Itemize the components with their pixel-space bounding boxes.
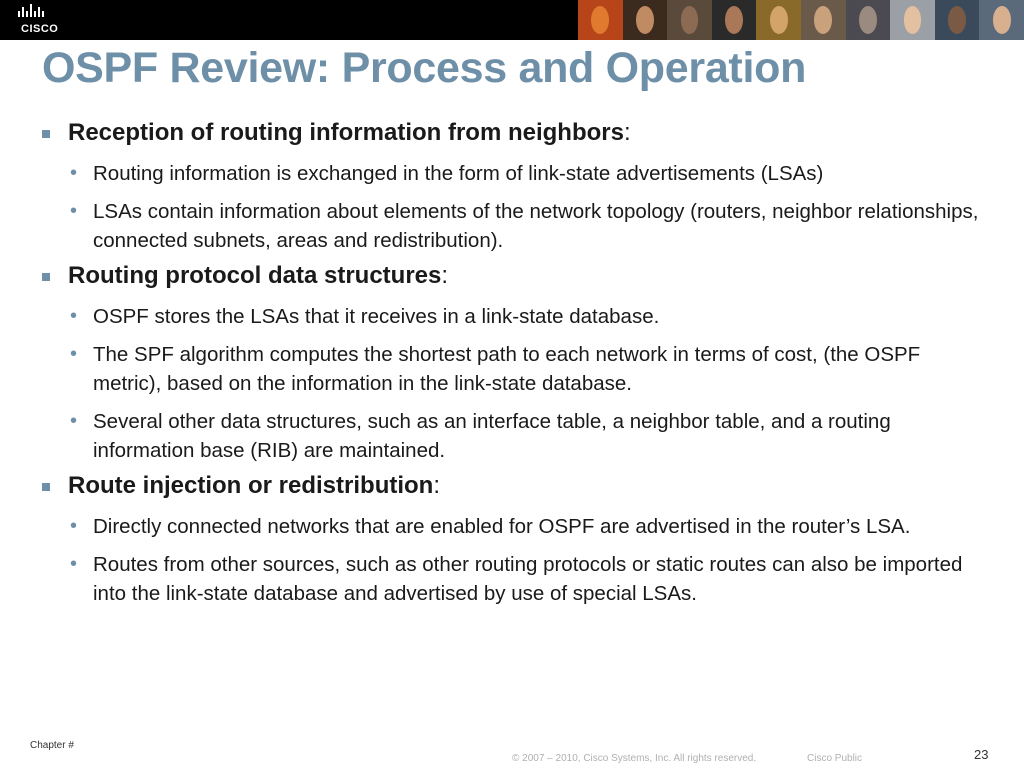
- square-bullet-icon: [42, 130, 50, 138]
- header-photo: [801, 0, 846, 40]
- photo-face: [636, 6, 654, 34]
- page-number: 23: [974, 747, 989, 762]
- photo-face: [591, 6, 609, 34]
- photo-face: [681, 6, 699, 34]
- photo-face: [770, 6, 788, 34]
- dot-bullet-icon: •: [70, 553, 78, 575]
- section-heading: Routing protocol data structures:: [42, 259, 982, 293]
- header-photo: [667, 0, 712, 40]
- bullet-text: OSPF stores the LSAs that it receives in a link-state database.: [93, 305, 660, 328]
- photo-strip: [578, 0, 1024, 40]
- cisco-logo: [4, 2, 60, 38]
- footer-chapter: Chapter #: [30, 740, 74, 751]
- content-section: [42, 116, 982, 255]
- slide-content: [42, 112, 982, 612]
- section-heading-text: Routing protocol data structures: [68, 262, 442, 289]
- photo-face: [904, 6, 922, 34]
- slide-title: OSPF Review: Process and Operation: [42, 44, 807, 92]
- bullet-text: Routes from other sources, such as other routing protocols or static routes can also be imported into the link-state database and advertised by use of special LSAs.: [93, 553, 963, 605]
- section-heading: Route injection or redistribution:: [42, 469, 982, 503]
- square-bullet-icon: [42, 273, 50, 281]
- bullet-text: The SPF algorithm computes the shortest path to each network in terms of cost, (the OSPF metric), based on the information in the link-state database.: [93, 343, 921, 395]
- content-section: [42, 469, 982, 608]
- header-photo: [623, 0, 668, 40]
- dot-bullet-icon: •: [70, 515, 78, 537]
- photo-face: [948, 6, 966, 34]
- bullet-item: [42, 340, 982, 398]
- header-photo: [846, 0, 891, 40]
- bullet-text: Several other data structures, such as an interface table, a neighbor table, and a routing information base (RIB) are maintained.: [93, 410, 891, 462]
- section-heading-text: Route injection or redistribution: [68, 472, 434, 499]
- bullet-item: [42, 159, 982, 188]
- bullet-text: LSAs contain information about elements of the network topology (routers, neighbor relationships, connected subnets, areas and redistribution).: [93, 200, 979, 252]
- bullet-text: Routing information is exchanged in the form of link-state advertisements (LSAs): [93, 162, 824, 185]
- header-photo: [712, 0, 757, 40]
- bullet-item: [42, 550, 982, 608]
- bullet-item: [42, 302, 982, 331]
- header-photo: [578, 0, 623, 40]
- photo-face: [814, 6, 832, 34]
- bullet-text: Directly connected networks that are enabled for OSPF are advertised in the router’s LSA.: [93, 515, 911, 538]
- header-photo: [935, 0, 980, 40]
- dot-bullet-icon: •: [70, 305, 78, 327]
- header-photo: [756, 0, 801, 40]
- footer-copyright: © 2007 – 2010, Cisco Systems, Inc. All rights reserved.: [512, 753, 757, 764]
- header-photo: [890, 0, 935, 40]
- content-section: [42, 259, 982, 465]
- dot-bullet-icon: •: [70, 343, 78, 365]
- bullet-item: [42, 197, 982, 255]
- photo-face: [859, 6, 877, 34]
- logo-wordmark: CISCO: [21, 23, 59, 35]
- bullet-item: [42, 512, 982, 541]
- section-heading: Reception of routing information from neighbors:: [42, 116, 982, 150]
- dot-bullet-icon: •: [70, 200, 78, 222]
- dot-bullet-icon: •: [70, 162, 78, 184]
- footer-classification: Cisco Public: [807, 753, 863, 764]
- header-photo: [979, 0, 1024, 40]
- photo-face: [725, 6, 743, 34]
- section-heading-text: Reception of routing information from neighbors: [68, 119, 624, 146]
- photo-face: [993, 6, 1011, 34]
- dot-bullet-icon: •: [70, 410, 78, 432]
- square-bullet-icon: [42, 483, 50, 491]
- bullet-item: [42, 407, 982, 465]
- header-bar: [0, 0, 1024, 40]
- cisco-bridge-icon: [4, 2, 60, 22]
